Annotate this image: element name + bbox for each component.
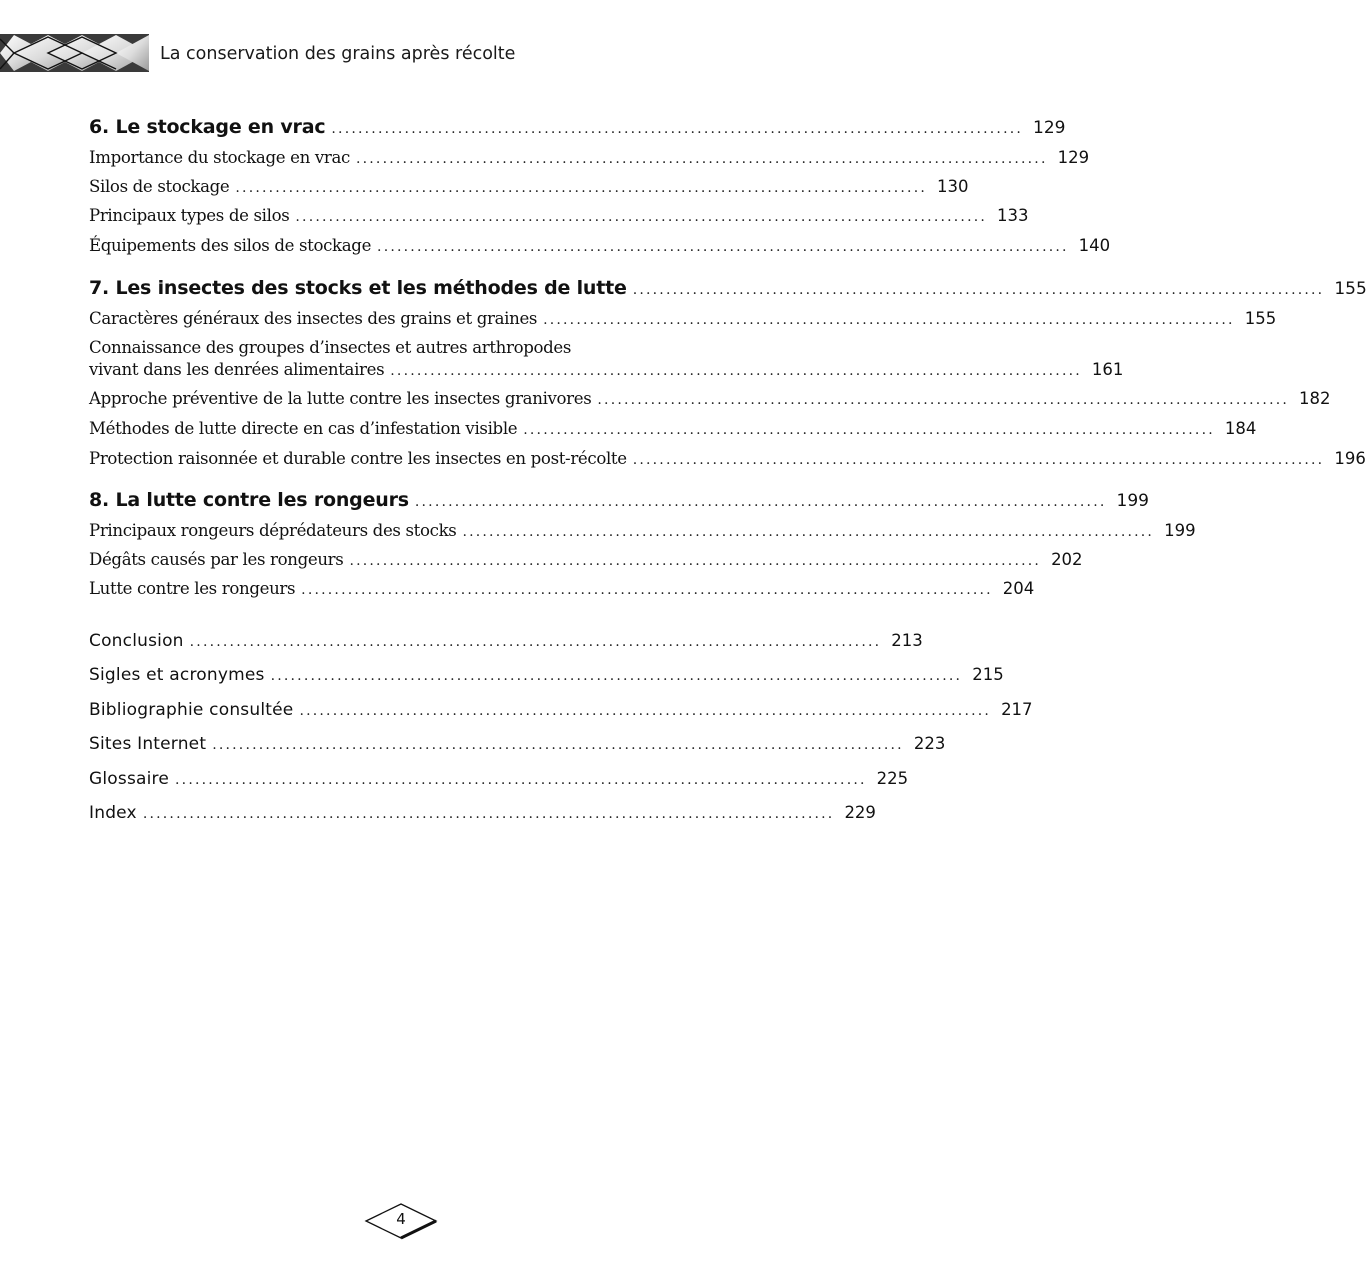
page-number: 130 <box>937 177 969 196</box>
dot-leader: ........................................................................................................ <box>523 422 1215 438</box>
dot-leader: ........................................................................................................ <box>543 312 1235 328</box>
dot-leader: ........................................................................................................ <box>597 392 1290 408</box>
entry-label: Approche préventive de la lutte contre les insectes granivores <box>89 389 592 408</box>
dot-leader: ........................................................................................................ <box>632 452 1325 468</box>
entry-label: vivant dans les denrées alimentaires <box>89 360 385 379</box>
entry-label: Bibliographie consultée <box>89 700 294 720</box>
toc-entry[interactable] <box>89 206 1029 225</box>
page-number: 140 <box>1078 236 1111 255</box>
dot-leader: ........................................................................................................ <box>301 582 993 598</box>
dot-leader: ........................................................................................................ <box>295 209 988 225</box>
toc-back-matter-index[interactable] <box>89 803 876 823</box>
page-number: 225 <box>876 769 909 788</box>
page-number: 196 <box>1334 449 1366 468</box>
toc-chapter-8[interactable] <box>89 489 1149 511</box>
toc-back-matter-conclusion[interactable] <box>89 631 923 651</box>
page-number: 202 <box>1051 550 1083 569</box>
dot-leader: ........................................................................................................ <box>175 772 867 788</box>
page-number: 199 <box>1164 521 1196 540</box>
entry-label: Caractères généraux des insectes des grains et graines <box>89 309 538 328</box>
dot-leader: ........................................................................................................ <box>299 703 992 719</box>
page-number: 199 <box>1116 491 1149 511</box>
page-number: 229 <box>844 803 876 822</box>
page-number: 213 <box>891 631 923 650</box>
dot-leader: ........................................................................................................ <box>212 737 904 753</box>
entry-label: Index <box>89 803 137 823</box>
toc-back-matter-sigles[interactable] <box>89 665 1004 685</box>
chapter-title: 6. Le stockage en vrac <box>89 116 326 138</box>
entry-label: Dégâts causés par les rongeurs <box>89 550 344 569</box>
entry-label: Conclusion <box>89 631 184 651</box>
toc-back-matter-sites[interactable] <box>89 734 946 754</box>
toc-chapter-6[interactable] <box>89 116 1066 138</box>
entry-label: Sites Internet <box>89 734 207 754</box>
diamond-pattern-icon <box>0 34 149 72</box>
entry-label: Glossaire <box>89 769 170 789</box>
running-title: La conservation des grains après récolte <box>160 44 516 64</box>
toc-entry[interactable] <box>89 550 1083 569</box>
dot-leader: ........................................................................................................ <box>632 282 1325 298</box>
page-number: 129 <box>1057 148 1090 167</box>
toc-back-matter-glossaire[interactable] <box>89 769 909 789</box>
dot-leader: ........................................................................................................ <box>189 634 882 650</box>
page-number: 182 <box>1299 389 1331 408</box>
page-number-text: 4 <box>396 1210 406 1228</box>
dot-leader: ........................................................................................................ <box>331 121 1024 137</box>
toc-entry[interactable] <box>89 148 1090 167</box>
dot-leader: ........................................................................................................ <box>349 553 1042 569</box>
entry-label: Protection raisonnée et durable contre les insectes en post-récolte <box>89 449 627 468</box>
dot-leader: ........................................................................................................ <box>235 180 928 196</box>
entry-label: Silos de stockage <box>89 177 230 196</box>
toc-entry[interactable] <box>89 449 1366 468</box>
entry-label: Importance du stockage en vrac <box>89 148 350 167</box>
dot-leader: ........................................................................................................ <box>270 668 963 684</box>
entry-label: Principaux types de silos <box>89 206 290 225</box>
page-number: 223 <box>913 734 946 753</box>
page-number: 215 <box>972 665 1004 684</box>
toc-entry[interactable] <box>89 236 1111 255</box>
chapter-title: 8. La lutte contre les rongeurs <box>89 489 409 511</box>
toc-entry[interactable] <box>89 579 1035 598</box>
toc-entry[interactable] <box>89 389 1331 408</box>
entry-label: Équipements des silos de stockage <box>89 236 372 255</box>
entry-label: Sigles et acronymes <box>89 665 265 685</box>
page-number: 204 <box>1002 579 1035 598</box>
toc-entry[interactable] <box>89 360 1124 379</box>
chapter-title: 7. Les insectes des stocks et les méthodes de lutte <box>89 277 627 299</box>
toc-back-matter-bibliographie[interactable] <box>89 700 1033 720</box>
entry-label-line-1: Connaissance des groupes d’insectes et autres arthropodes <box>89 338 572 357</box>
toc-chapter-7[interactable] <box>89 277 1367 299</box>
page-number: 155 <box>1244 309 1277 328</box>
page-number: 133 <box>997 206 1029 225</box>
toc-entry[interactable] <box>89 419 1257 438</box>
footer-page-number <box>364 1202 438 1240</box>
dot-leader: ........................................................................................................ <box>414 494 1107 510</box>
entry-label: Lutte contre les rongeurs <box>89 579 296 598</box>
dot-leader: ........................................................................................................ <box>390 363 1082 379</box>
toc-entry[interactable] <box>89 177 969 196</box>
page-number: 161 <box>1091 360 1124 379</box>
header-diamond-band <box>0 34 149 72</box>
entry-label: Principaux rongeurs déprédateurs des stocks <box>89 521 457 540</box>
toc-entry[interactable] <box>89 521 1196 540</box>
page-number: 129 <box>1033 118 1066 138</box>
dot-leader: ........................................................................................................ <box>142 806 835 822</box>
page-number: 184 <box>1224 419 1257 438</box>
dot-leader: ........................................................................................................ <box>462 524 1155 540</box>
page-number: 155 <box>1334 279 1367 299</box>
entry-label: Méthodes de lutte directe en cas d’infestation visible <box>89 419 518 438</box>
page-number: 217 <box>1001 700 1033 719</box>
toc-entry[interactable] <box>89 309 1277 328</box>
dot-leader: ........................................................................................................ <box>377 239 1069 255</box>
dot-leader: ........................................................................................................ <box>355 151 1048 167</box>
